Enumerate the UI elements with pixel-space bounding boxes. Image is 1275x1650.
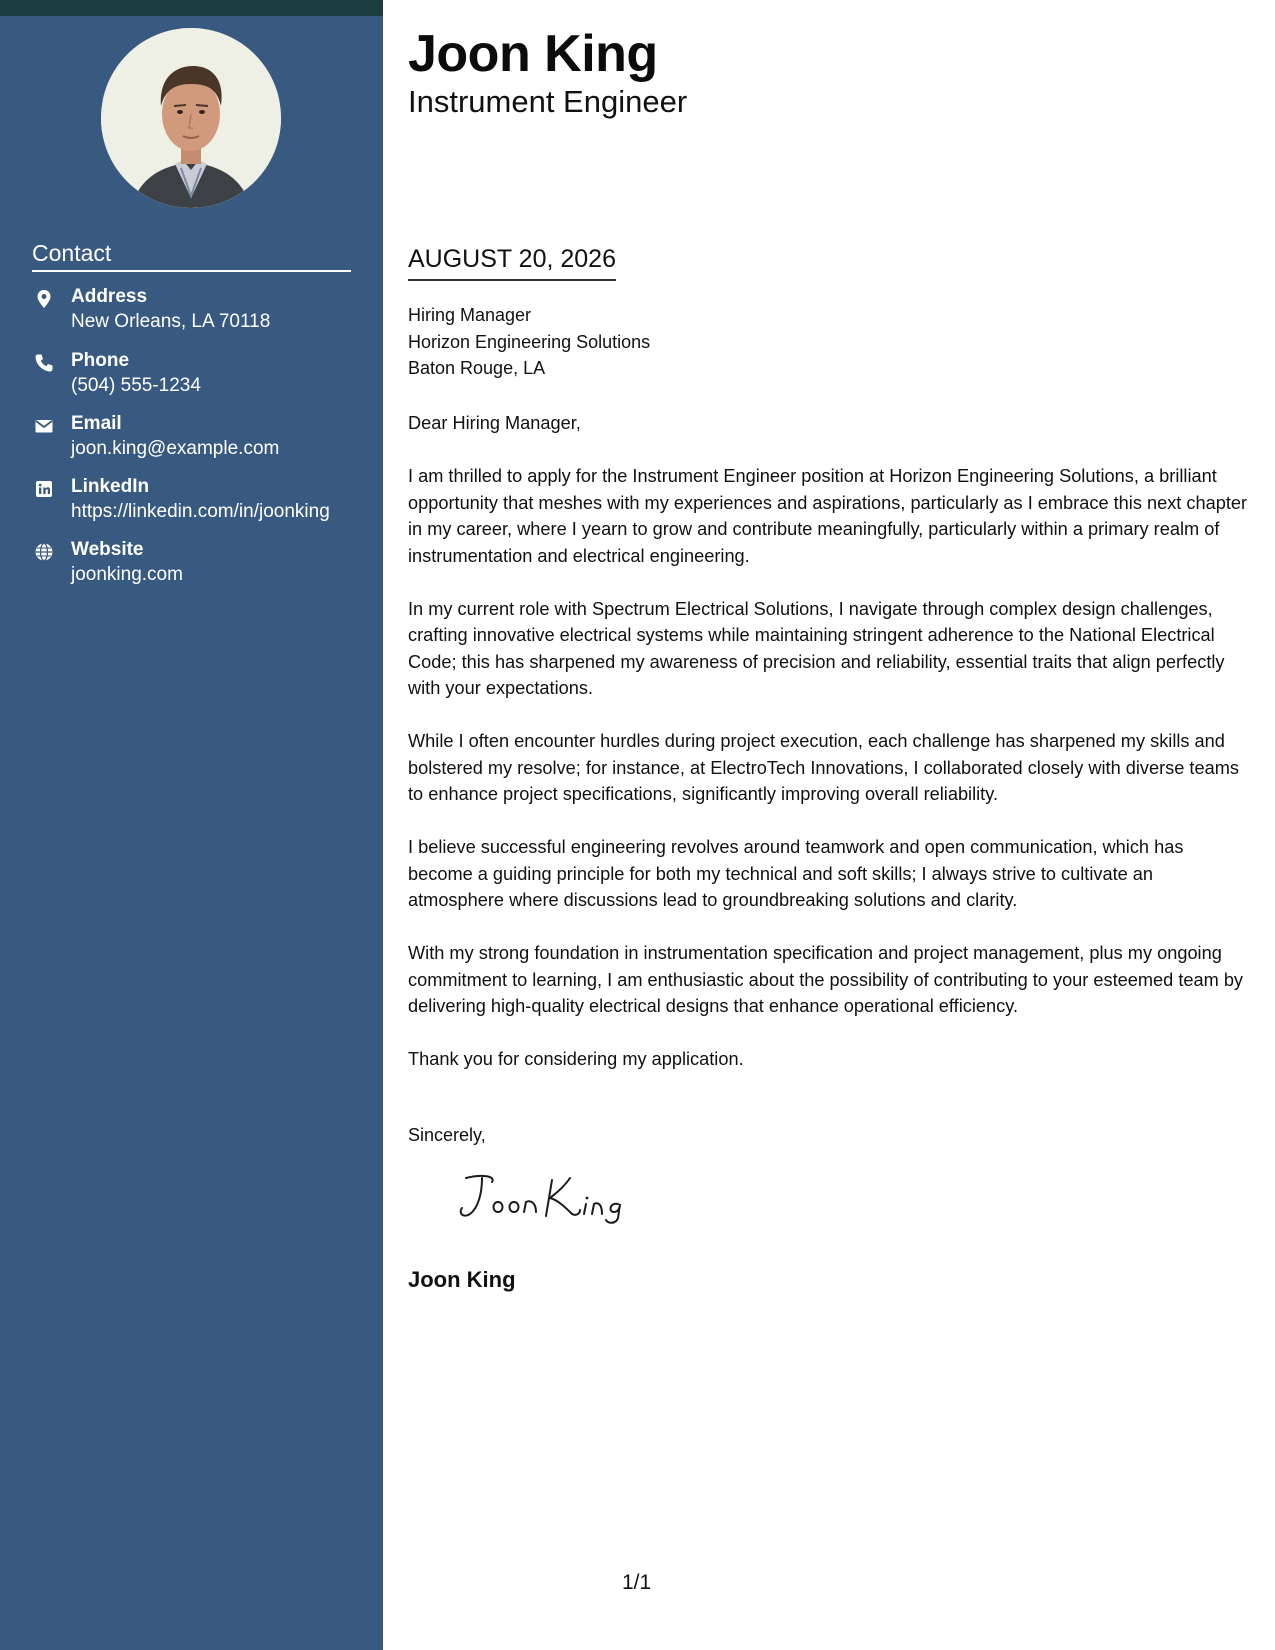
contact-value[interactable]: joonking.com: [71, 564, 183, 585]
sidebar: [0, 0, 383, 1650]
location-pin-icon: [34, 289, 54, 309]
candidate-name: Joon King: [408, 25, 658, 83]
contact-value: New Orleans, LA 70118: [71, 311, 271, 332]
contact-value[interactable]: https://linkedin.com/in/joonking: [71, 501, 330, 522]
letter-paragraph: I believe successful engineering revolves around teamwork and open communication, which has become a guiding principle for both my technical and soft skills; I always strive to cultivate an atmosphere where discussions lead to groundbreaking solutions and clarity.: [408, 837, 1184, 910]
top-strip: [0, 0, 383, 16]
recipient-block: [408, 302, 650, 382]
phone-icon: [34, 353, 54, 373]
job-title: Instrument Engineer: [408, 84, 688, 119]
contact-website: [32, 538, 377, 594]
profile-photo: [101, 28, 281, 208]
signer-name: Joon King: [408, 1267, 516, 1292]
letter-paragraph: With my strong foundation in instrumentation specification and project management, plus my ongoing commitment to learning, I am enthusiastic about the possibility of contributing to your esteemed team by delivering high-quality electrical designs that enhance operational efficiency.: [408, 943, 1244, 1016]
letter-paragraph: In my current role with Spectrum Electrical Solutions, I navigate through complex design challenges, crafting innovative electrical systems while maintaining stringent adherence to the National Electrical Code; this has sharpened my awareness of precision and reliability, essential traits that align perfectly with your expectations.: [408, 598, 1225, 698]
recipient-line: Horizon Engineering Solutions: [408, 331, 651, 352]
contact-heading: Contact: [32, 240, 351, 272]
contact-value: (504) 555-1234: [71, 375, 201, 396]
contact-label: Email: [71, 413, 122, 434]
contact-phone: [32, 349, 377, 405]
contact-email: [32, 412, 377, 468]
contact-linkedin: [32, 475, 377, 531]
contact-label: LinkedIn: [71, 476, 150, 497]
recipient-line: Hiring Manager: [408, 305, 532, 325]
signature: [452, 1168, 632, 1228]
letter-date: AUGUST 20, 2026: [408, 243, 616, 281]
letter-body: [408, 410, 1253, 1099]
recipient-line: Baton Rouge, LA: [408, 358, 546, 378]
letter-paragraph: Thank you for considering my application.: [408, 1049, 744, 1069]
page-number: 1/1: [622, 1571, 652, 1594]
letter-paragraph: I am thrilled to apply for the Instrument Engineer position at Horizon Engineering Solutions, a brilliant opportunity that meshes with my experiences and aspirations, particularly as I embrace this next chapter in my career, where I yearn to grow and contribute meaningfully, particularly within a primary realm of instrumentation and electrical engineering.: [408, 466, 1248, 566]
linkedin-icon: [34, 479, 54, 499]
contact-value[interactable]: joon.king@example.com: [71, 438, 280, 459]
contact-label: Website: [71, 539, 144, 560]
contact-address: [32, 285, 377, 341]
globe-icon: [34, 542, 54, 562]
contact-label: Address: [71, 286, 148, 307]
letter-paragraph: While I often encounter hurdles during project execution, each challenge has sharpened my skills and bolstered my resolve; for instance, at ElectroTech Innovations, I collaborated closely with diverse teams to enhance project specifications, significantly improving overall reliability.: [408, 731, 1239, 804]
envelope-icon: [34, 416, 54, 436]
salutation: Dear Hiring Manager,: [408, 413, 581, 433]
closing: Sincerely,: [408, 1125, 486, 1145]
contact-label: Phone: [71, 350, 130, 371]
